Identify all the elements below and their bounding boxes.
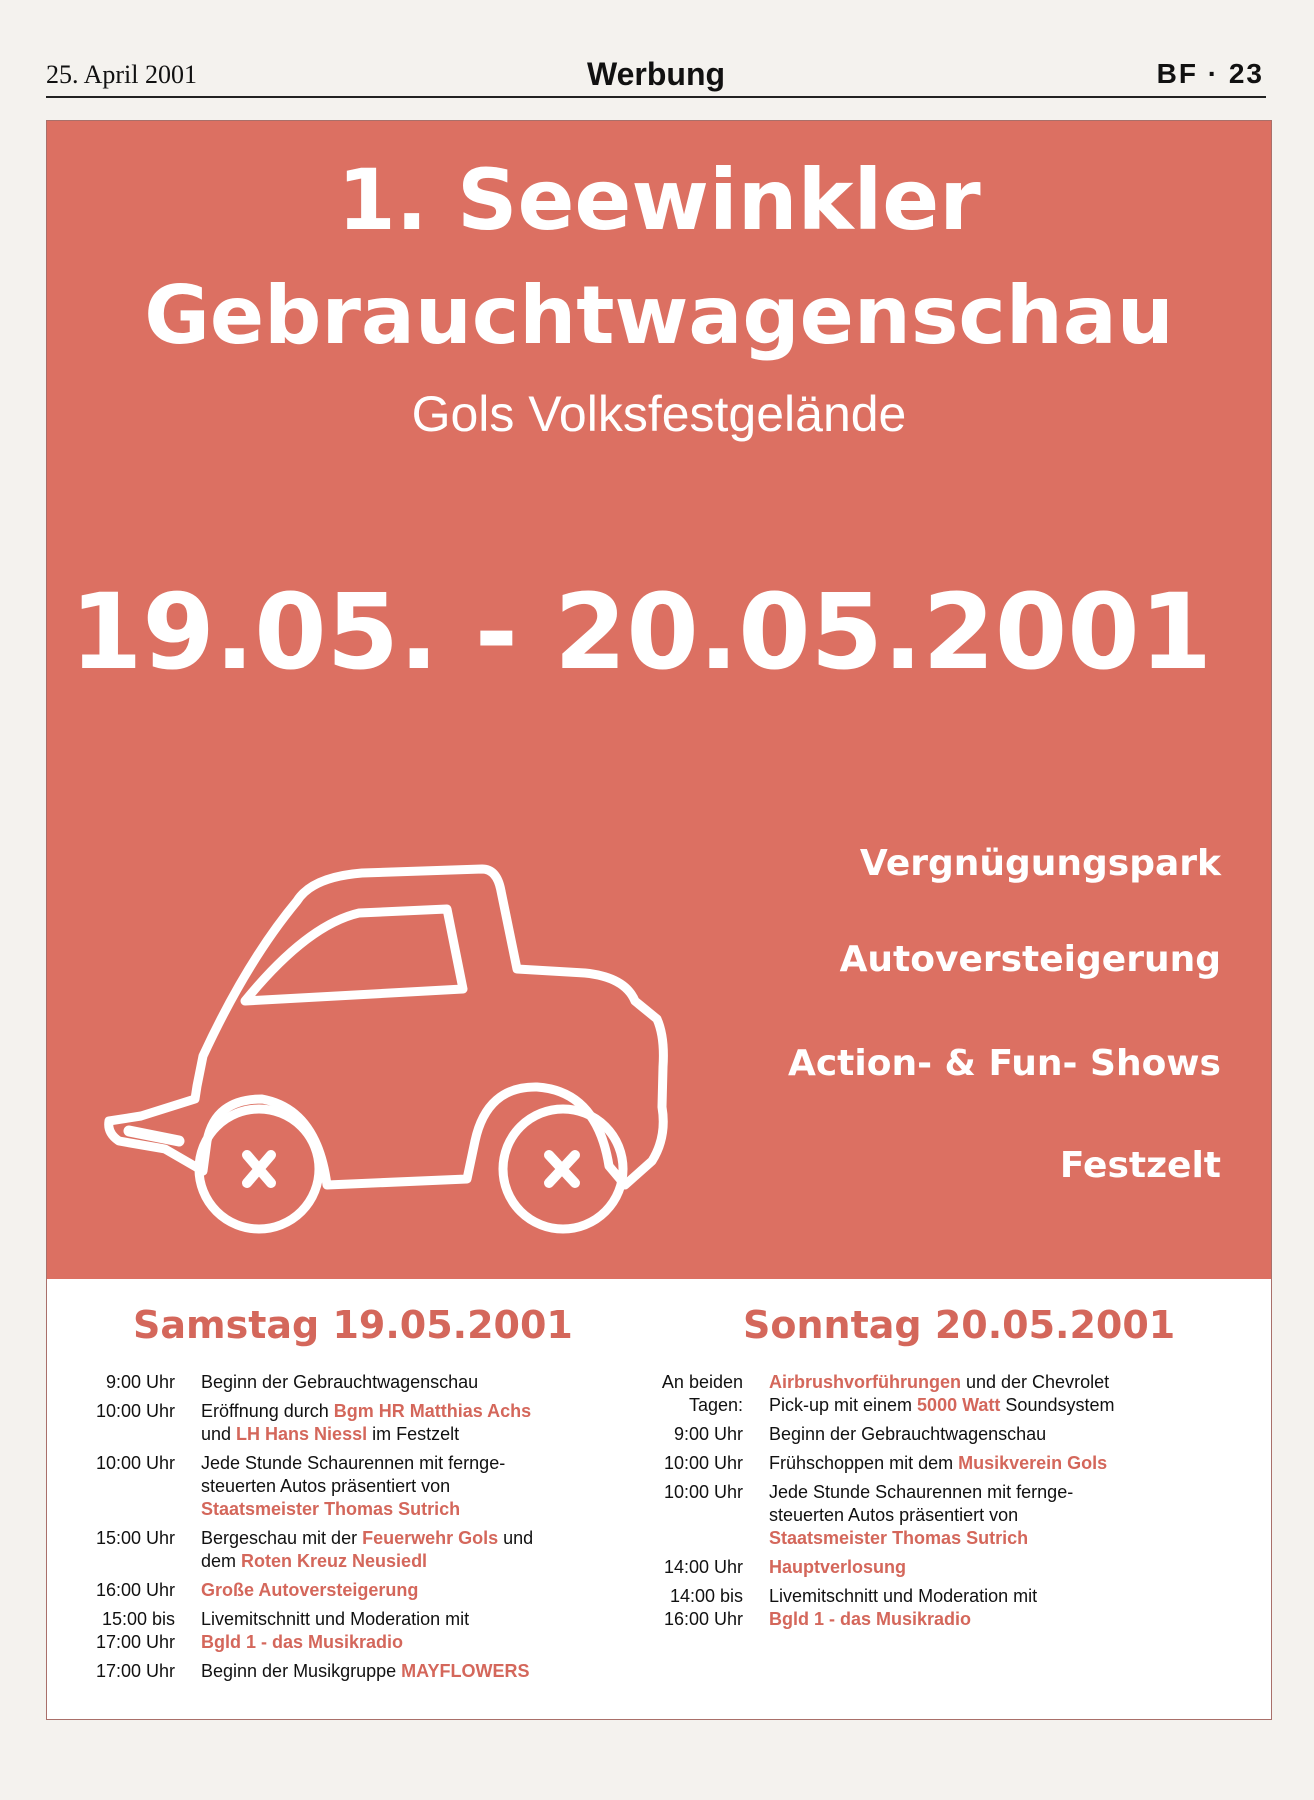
schedule-text: Eröffnung durch — [201, 1401, 334, 1421]
schedule-row — [67, 1527, 621, 1573]
highlighted-text: Bgm HR Matthias Achs — [333, 1401, 532, 1421]
schedule-row — [647, 1452, 1189, 1475]
schedule-text: dem — [201, 1551, 242, 1571]
schedule-row — [67, 1608, 621, 1654]
schedule-text: Bergeschau mit der — [201, 1528, 363, 1548]
section-title: Werbung — [586, 56, 726, 92]
schedule-row — [67, 1452, 621, 1521]
schedule-text: steuerten Autos präsentiert von — [769, 1505, 1019, 1525]
schedule-description — [769, 1556, 1189, 1579]
schedule-time: 14:00 bis 16:00 Uhr — [663, 1586, 743, 1629]
schedule-text: Livemitschnitt und Moderation mit — [201, 1609, 470, 1629]
schedule-time: 10:00 Uhr — [663, 1453, 743, 1473]
schedule-description — [769, 1585, 1189, 1631]
attraction-item: Autoversteigerung — [839, 939, 1221, 980]
schedule-description — [201, 1452, 621, 1521]
schedule-time: 15:00 Uhr — [95, 1528, 175, 1548]
attraction-item: Festzelt — [1059, 1145, 1221, 1186]
highlighted-text: Hauptverlosung — [769, 1557, 907, 1577]
highlighted-text: Airbrushvorführungen — [769, 1372, 961, 1392]
ad-location: Gols Volksfestgelände — [411, 386, 907, 442]
car-drawing-icon — [97, 841, 737, 1279]
schedule-description — [201, 1579, 621, 1602]
schedule-description — [769, 1371, 1189, 1417]
sunday-title: Sonntag 20.05.2001 — [743, 1303, 1176, 1347]
highlighted-text: Musikverein Gols — [958, 1453, 1108, 1473]
schedule-row — [67, 1579, 621, 1602]
schedule-text: Pick-up mit einem — [769, 1395, 918, 1415]
saturday-title: Samstag 19.05.2001 — [133, 1303, 573, 1347]
schedule-text: steuerten Autos präsentiert von — [201, 1476, 451, 1496]
highlighted-text: Roten Kreuz Neusiedl — [241, 1551, 428, 1571]
schedule-text: Livemitschnitt und Moderation mit — [769, 1586, 1038, 1606]
event-dates: 19.05. - 20.05.2001 — [70, 571, 1212, 693]
schedule-time: 16:00 Uhr — [95, 1580, 175, 1600]
schedule-description — [201, 1660, 621, 1683]
highlighted-text: Bgld 1 - das Musikradio — [769, 1609, 972, 1629]
advertisement — [46, 120, 1272, 1720]
schedule-text: und — [498, 1528, 534, 1548]
schedule-text: Jede Stunde Schaurennen mit fernge- — [201, 1453, 506, 1473]
sunday-schedule — [647, 1371, 1189, 1637]
schedule-description — [201, 1400, 621, 1446]
highlighted-text: LH Hans Niessl — [236, 1424, 368, 1444]
schedule-description — [769, 1452, 1189, 1475]
schedule-text: und — [201, 1424, 237, 1444]
schedule-row — [647, 1481, 1189, 1550]
schedule-time: 15:00 bis 17:00 Uhr — [95, 1609, 175, 1652]
highlighted-text: Staatsmeister Thomas Sutrich — [769, 1528, 1029, 1548]
schedule-time: An beiden Tagen: — [661, 1372, 743, 1415]
schedule-row — [647, 1556, 1189, 1579]
issue-date: 25. April 2001 — [46, 60, 197, 89]
schedule-text: Beginn der Musikgruppe — [201, 1661, 402, 1681]
schedule-description — [769, 1481, 1189, 1550]
schedule-text: und der Chevrolet — [961, 1372, 1110, 1392]
highlighted-text: Feuerwehr Gols — [362, 1528, 499, 1548]
schedule-time: 17:00 Uhr — [95, 1661, 175, 1681]
schedule-time: 9:00 Uhr — [673, 1424, 743, 1444]
schedule-text: im Festzelt — [367, 1424, 460, 1444]
schedule-time: 10:00 Uhr — [663, 1482, 743, 1502]
schedule-row — [647, 1423, 1189, 1446]
highlighted-text: Große Autoversteigerung — [201, 1580, 419, 1600]
schedule-description — [201, 1608, 621, 1654]
schedule — [47, 1279, 1271, 1719]
schedule-time: 10:00 Uhr — [95, 1401, 175, 1421]
ad-title-line-2: Gebrauchtwagenschau — [144, 269, 1174, 362]
saturday-schedule — [67, 1371, 621, 1689]
attraction-item: Action- & Fun- Shows — [787, 1043, 1221, 1084]
ad-banner — [47, 121, 1271, 1279]
schedule-description — [769, 1423, 1189, 1446]
schedule-row — [67, 1371, 621, 1394]
schedule-text: Soundsystem — [1000, 1395, 1115, 1415]
schedule-text: Beginn der Gebrauchtwagenschau — [769, 1424, 1047, 1444]
highlighted-text: Bgld 1 - das Musikradio — [201, 1632, 404, 1652]
schedule-time: 14:00 Uhr — [663, 1557, 743, 1577]
schedule-row — [647, 1371, 1189, 1417]
schedule-row — [67, 1660, 621, 1683]
page-number: BF · 23 — [1156, 58, 1264, 89]
schedule-text: Beginn der Gebrauchtwagenschau — [201, 1372, 479, 1392]
schedule-description — [201, 1527, 621, 1573]
schedule-description — [201, 1371, 621, 1394]
highlighted-text: Staatsmeister Thomas Sutrich — [201, 1499, 461, 1519]
schedule-text: Jede Stunde Schaurennen mit fernge- — [769, 1482, 1074, 1502]
highlighted-text: MAYFLOWERS — [401, 1661, 530, 1681]
schedule-time: 10:00 Uhr — [95, 1453, 175, 1473]
schedule-text: Frühschoppen mit dem — [769, 1453, 959, 1473]
highlighted-text: 5000 Watt — [917, 1395, 1001, 1415]
schedule-time: 9:00 Uhr — [105, 1372, 175, 1392]
schedule-row — [67, 1400, 621, 1446]
schedule-row — [647, 1585, 1189, 1631]
ad-title-line-1: 1. Seewinkler — [337, 151, 981, 249]
page-header — [46, 56, 1266, 98]
attraction-item: Vergnügungspark — [859, 843, 1221, 884]
